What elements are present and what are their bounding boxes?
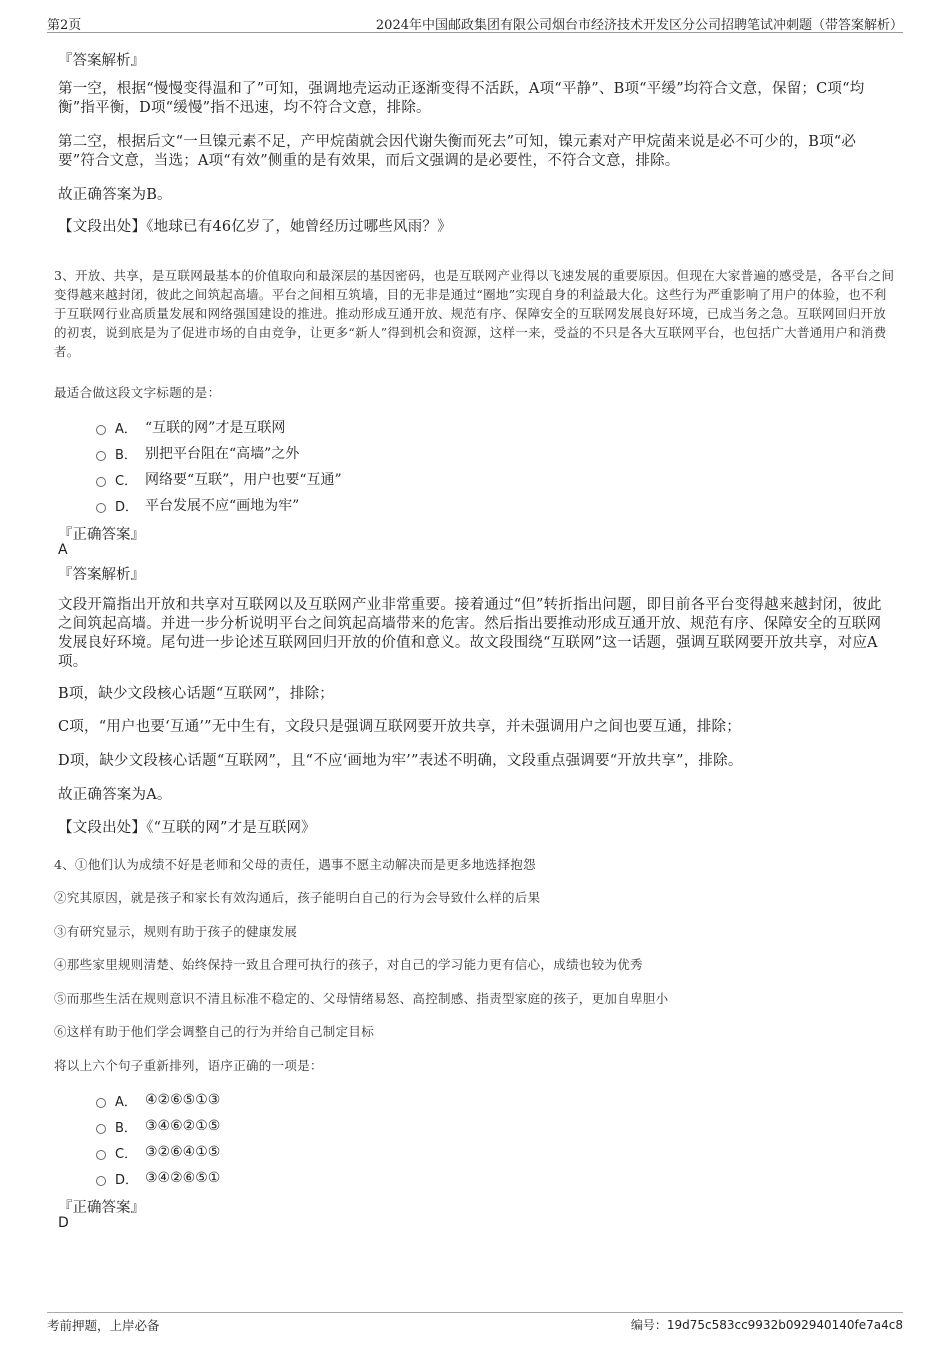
q4-sentence-4: ④那些家里规则清楚、始终保持一致且合理可执行的孩子，对自己的学习能力更有信心，成绩也较为优秀 xyxy=(54,957,643,972)
option-text: 平台发展不应“画地为牢” xyxy=(145,498,300,514)
q4-sentence-6: ⑥这样有助于他们学会调整自己的行为并给自己制定目标 xyxy=(54,1024,375,1039)
radio-icon[interactable] xyxy=(96,1098,106,1108)
radio-icon[interactable] xyxy=(96,1124,106,1134)
q2-analysis-label: 『答案解析』 xyxy=(58,53,145,69)
q3-source: 【文段出处】《“互联的网”才是互联网》 xyxy=(58,820,316,836)
q4-option-b[interactable] xyxy=(96,1116,220,1136)
q3-option-c[interactable] xyxy=(96,469,342,489)
q3-conclusion: 故正确答案为A。 xyxy=(58,787,172,803)
q4-question: 将以上六个句子重新排列，语序正确的一项是： xyxy=(54,1058,323,1073)
q4-option-d[interactable] xyxy=(96,1168,220,1188)
radio-icon[interactable] xyxy=(96,425,106,435)
q3-answer-label: 『正确答案』 xyxy=(58,527,145,543)
option-text: ③②⑥④①⑤ xyxy=(145,1144,221,1160)
q4-sentence-2: ②究其原因，就是孩子和家长有效沟通后，孩子能明白自己的行为会导致什么样的后果 xyxy=(54,890,541,905)
q4-answer: D xyxy=(58,1215,69,1231)
q2-analysis-para-1: 第一空，根据“慢慢变得温和了”可知，强调地壳运动正逐渐变得不活跃，A项“平静”、B项“平缓”均符合文意，保留；C项“均衡”指平衡，D项“缓慢”指不迅速，均不符合文意，排除。 xyxy=(58,81,865,116)
q4-option-a[interactable] xyxy=(96,1090,220,1110)
option-text: ③④⑥②①⑤ xyxy=(145,1118,221,1134)
q3-analysis-b: B项，缺少文段核心话题“互联网”，排除； xyxy=(58,686,334,702)
q2-source: 【文段出处】《地球已有46亿岁了，她曾经历过哪些风雨？》 xyxy=(58,219,452,235)
page-footer xyxy=(47,1312,903,1333)
q2-analysis-para-2: 第二空，根据后文“一旦镍元素不足，产甲烷菌就会因代谢失衡而死去”可知，镍元素对产甲烷菌来说是必不可少的，B项“必要”符合文意，当选；A项“有效”侧重的是有效果，而后文强调的是必要性，不符合文意，排除。 xyxy=(58,134,857,169)
option-letter: D． xyxy=(115,1172,139,1188)
q3-question: 最适合做这段文字标题的是： xyxy=(54,385,221,400)
option-text: “互联的网”才是互联网 xyxy=(145,420,286,436)
page-header xyxy=(47,14,903,33)
document-id: 编号：19d75c583cc9932b092940140fe7a4c8 xyxy=(630,1318,903,1332)
q4-sentence-1: 4、①他们认为成绩不好是老师和父母的责任，遇事不愿主动解决而是更多地选择抱怨 xyxy=(54,857,536,872)
radio-icon[interactable] xyxy=(96,1150,106,1160)
option-letter: C． xyxy=(115,473,138,489)
radio-icon[interactable] xyxy=(96,451,106,461)
radio-icon[interactable] xyxy=(96,1176,106,1186)
q3-stem: 3、开放、共享，是互联网最基本的价值取向和最深层的基因密码，也是互联网产业得以飞速发展的重要原因。但现在大家普遍的感受是，各平台之间变得越来越封闭，彼此之间筑起高墙。平台之间相互筑墙，目的无非是通过“圈地”实现自身的利益最大化。这些行为严重影响了用户的体验，也不利于互联网行业高质量发展和网络强国建设的推进。推动形成互通开放、规范有序、保障安全的互联网发展良好环境，已成当务之急。互联网回归开放的初衷，说到底是为了促进市场的自由竞争，让更多“新人”得到机会和资源，这样一来，受益的不只是各大互联网平台，也包括广大普通用户和消费者。 xyxy=(54,268,895,359)
q4-sentence-3: ③有研究显示，规则有助于孩子的健康发展 xyxy=(54,924,298,939)
q3-analysis-label: 『答案解析』 xyxy=(58,567,145,583)
option-text: 别把平台阻在“高墙”之外 xyxy=(145,446,300,462)
radio-icon[interactable] xyxy=(96,477,106,487)
q3-option-d[interactable] xyxy=(96,495,299,515)
q4-answer-label: 『正确答案』 xyxy=(58,1200,145,1216)
option-text: ④②⑥⑤①③ xyxy=(145,1092,221,1108)
option-letter: A． xyxy=(115,1094,137,1110)
option-letter: D． xyxy=(115,499,139,515)
q3-option-a[interactable] xyxy=(96,417,285,437)
option-text: 网络要“互联”，用户也要“互通” xyxy=(145,472,342,488)
radio-icon[interactable] xyxy=(96,503,106,513)
document-title: 2024年中国邮政集团有限公司烟台市经济技术开发区分公司招聘笔试冲刺题（带答案解析） xyxy=(375,18,903,33)
q3-answer: A xyxy=(58,542,68,558)
option-letter: B． xyxy=(115,1120,137,1136)
option-text: ③④②⑥⑤① xyxy=(145,1170,221,1186)
footer-slogan: 考前押题，上岸必备 xyxy=(47,1318,160,1333)
option-letter: A． xyxy=(115,421,137,437)
q4-sentence-5: ⑤而那些生活在规则意识不清且标准不稳定的、父母情绪易怒、高控制感、指责型家庭的孩子，更加自卑胆小 xyxy=(54,991,669,1006)
q2-conclusion: 故正确答案为B。 xyxy=(58,187,172,203)
q3-analysis-d: D项，缺少文段核心话题“互联网”，且“不应‘画地为牢’”表述不明确，文段重点强调要“开放共享”，排除。 xyxy=(58,753,743,769)
q3-option-b[interactable] xyxy=(96,443,299,463)
q3-analysis-c: C项，“用户也要‘互通’”无中生有，文段只是强调互联网要开放共享，并未强调用户之间也要互通，排除； xyxy=(58,719,741,735)
q4-option-c[interactable] xyxy=(96,1142,220,1162)
option-letter: C． xyxy=(115,1146,138,1162)
q3-analysis-para-1: 文段开篇指出开放和共享对互联网以及互联网产业非常重要。接着通过“但”转折指出问题，即目前各平台变得越来越封闭，彼此之间筑起高墙。并进一步分析说明平台之间筑起高墙带来的危害。然后指出要推动形成互通开放、规范有序、保障安全的互联网发展良好环境。尾句进一步论述互联网回归开放的价值和意义。故文段围绕“互联网”这一话题，强调互联网要开放共享，对应A项。 xyxy=(58,597,882,670)
page-number: 第2页 xyxy=(47,18,82,33)
option-letter: B． xyxy=(115,447,137,463)
